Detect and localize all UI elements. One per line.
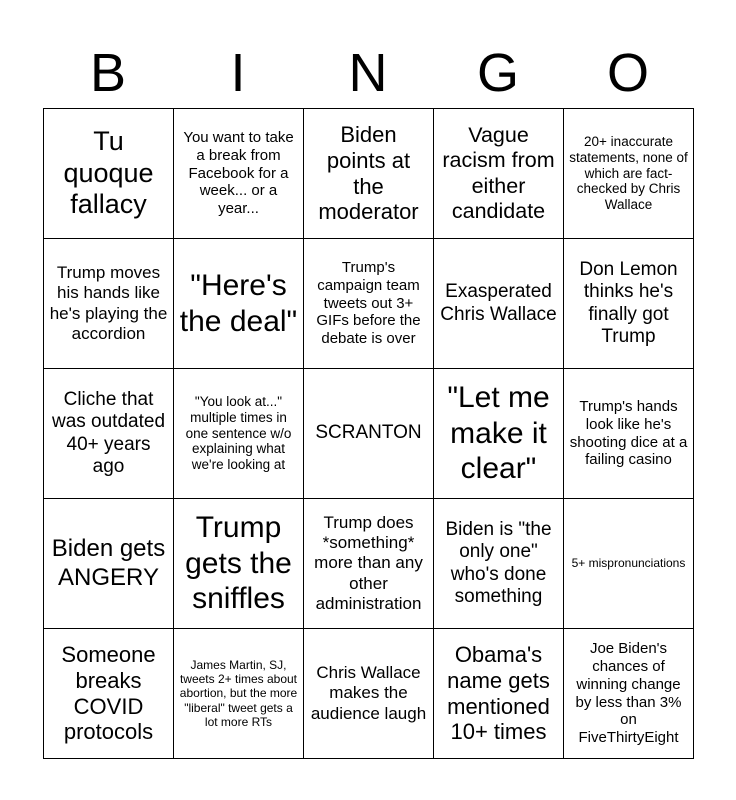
bingo-cell[interactable]: Trump's campaign team tweets out 3+ GIFs before the debate is over xyxy=(304,239,434,369)
bingo-cell[interactable]: Biden gets ANGERY xyxy=(44,499,174,629)
bingo-cell[interactable]: Biden is "the only one" who's done something xyxy=(434,499,564,629)
bingo-row xyxy=(44,239,694,369)
bingo-cell[interactable]: 5+ mispronunciations xyxy=(564,499,694,629)
bingo-header xyxy=(43,40,693,106)
bingo-cell[interactable]: Chris Wallace makes the audience laugh xyxy=(304,629,434,759)
bingo-cell[interactable]: Don Lemon thinks he's finally got Trump xyxy=(564,239,694,369)
bingo-cell[interactable]: SCRANTON xyxy=(304,369,434,499)
header-letter-i: I xyxy=(230,43,246,103)
bingo-cell[interactable]: "Let me make it clear" xyxy=(434,369,564,499)
bingo-cell[interactable]: Trump's hands look like he's shooting dice at a failing casino xyxy=(564,369,694,499)
bingo-cell[interactable]: "You look at..." multiple times in one sentence w/o explaining what we're looking at xyxy=(174,369,304,499)
bingo-cell[interactable]: You want to take a break from Facebook for a week... or a year... xyxy=(174,109,304,239)
bingo-card xyxy=(43,108,694,759)
bingo-cell[interactable]: Joe Biden's chances of winning change by less than 3% on FiveThirtyEight xyxy=(564,629,694,759)
header-letter-g: G xyxy=(476,43,519,103)
header-letter-n: N xyxy=(348,43,388,103)
bingo-cell[interactable]: "Here's the deal" xyxy=(174,239,304,369)
bingo-cell[interactable]: Cliche that was outdated 40+ years ago xyxy=(44,369,174,499)
bingo-row xyxy=(44,629,694,759)
bingo-cell[interactable]: Vague racism from either candidate xyxy=(434,109,564,239)
bingo-row xyxy=(44,499,694,629)
bingo-row xyxy=(44,109,694,239)
bingo-cell[interactable]: James Martin, SJ, tweets 2+ times about abortion, but the more "liberal" tweet gets a lot more RTs xyxy=(174,629,304,759)
bingo-row xyxy=(44,369,694,499)
bingo-cell[interactable]: Trump does *something* more than any other administration xyxy=(304,499,434,629)
bingo-cell[interactable]: 20+ inaccurate statements, none of which are fact-checked by Chris Wallace xyxy=(564,109,694,239)
bingo-cell[interactable]: Trump gets the sniffles xyxy=(174,499,304,629)
bingo-cell[interactable]: Someone breaks COVID protocols xyxy=(44,629,174,759)
header-letter-o: O xyxy=(606,43,649,103)
bingo-cell[interactable]: Tu quoque fallacy xyxy=(44,109,174,239)
bingo-cell[interactable]: Obama's name gets mentioned 10+ times xyxy=(434,629,564,759)
bingo-cell[interactable]: Trump moves his hands like he's playing the accordion xyxy=(44,239,174,369)
header-letter-b: B xyxy=(89,43,127,103)
bingo-cell[interactable]: Exasperated Chris Wallace xyxy=(434,239,564,369)
bingo-cell[interactable]: Biden points at the moderator xyxy=(304,109,434,239)
